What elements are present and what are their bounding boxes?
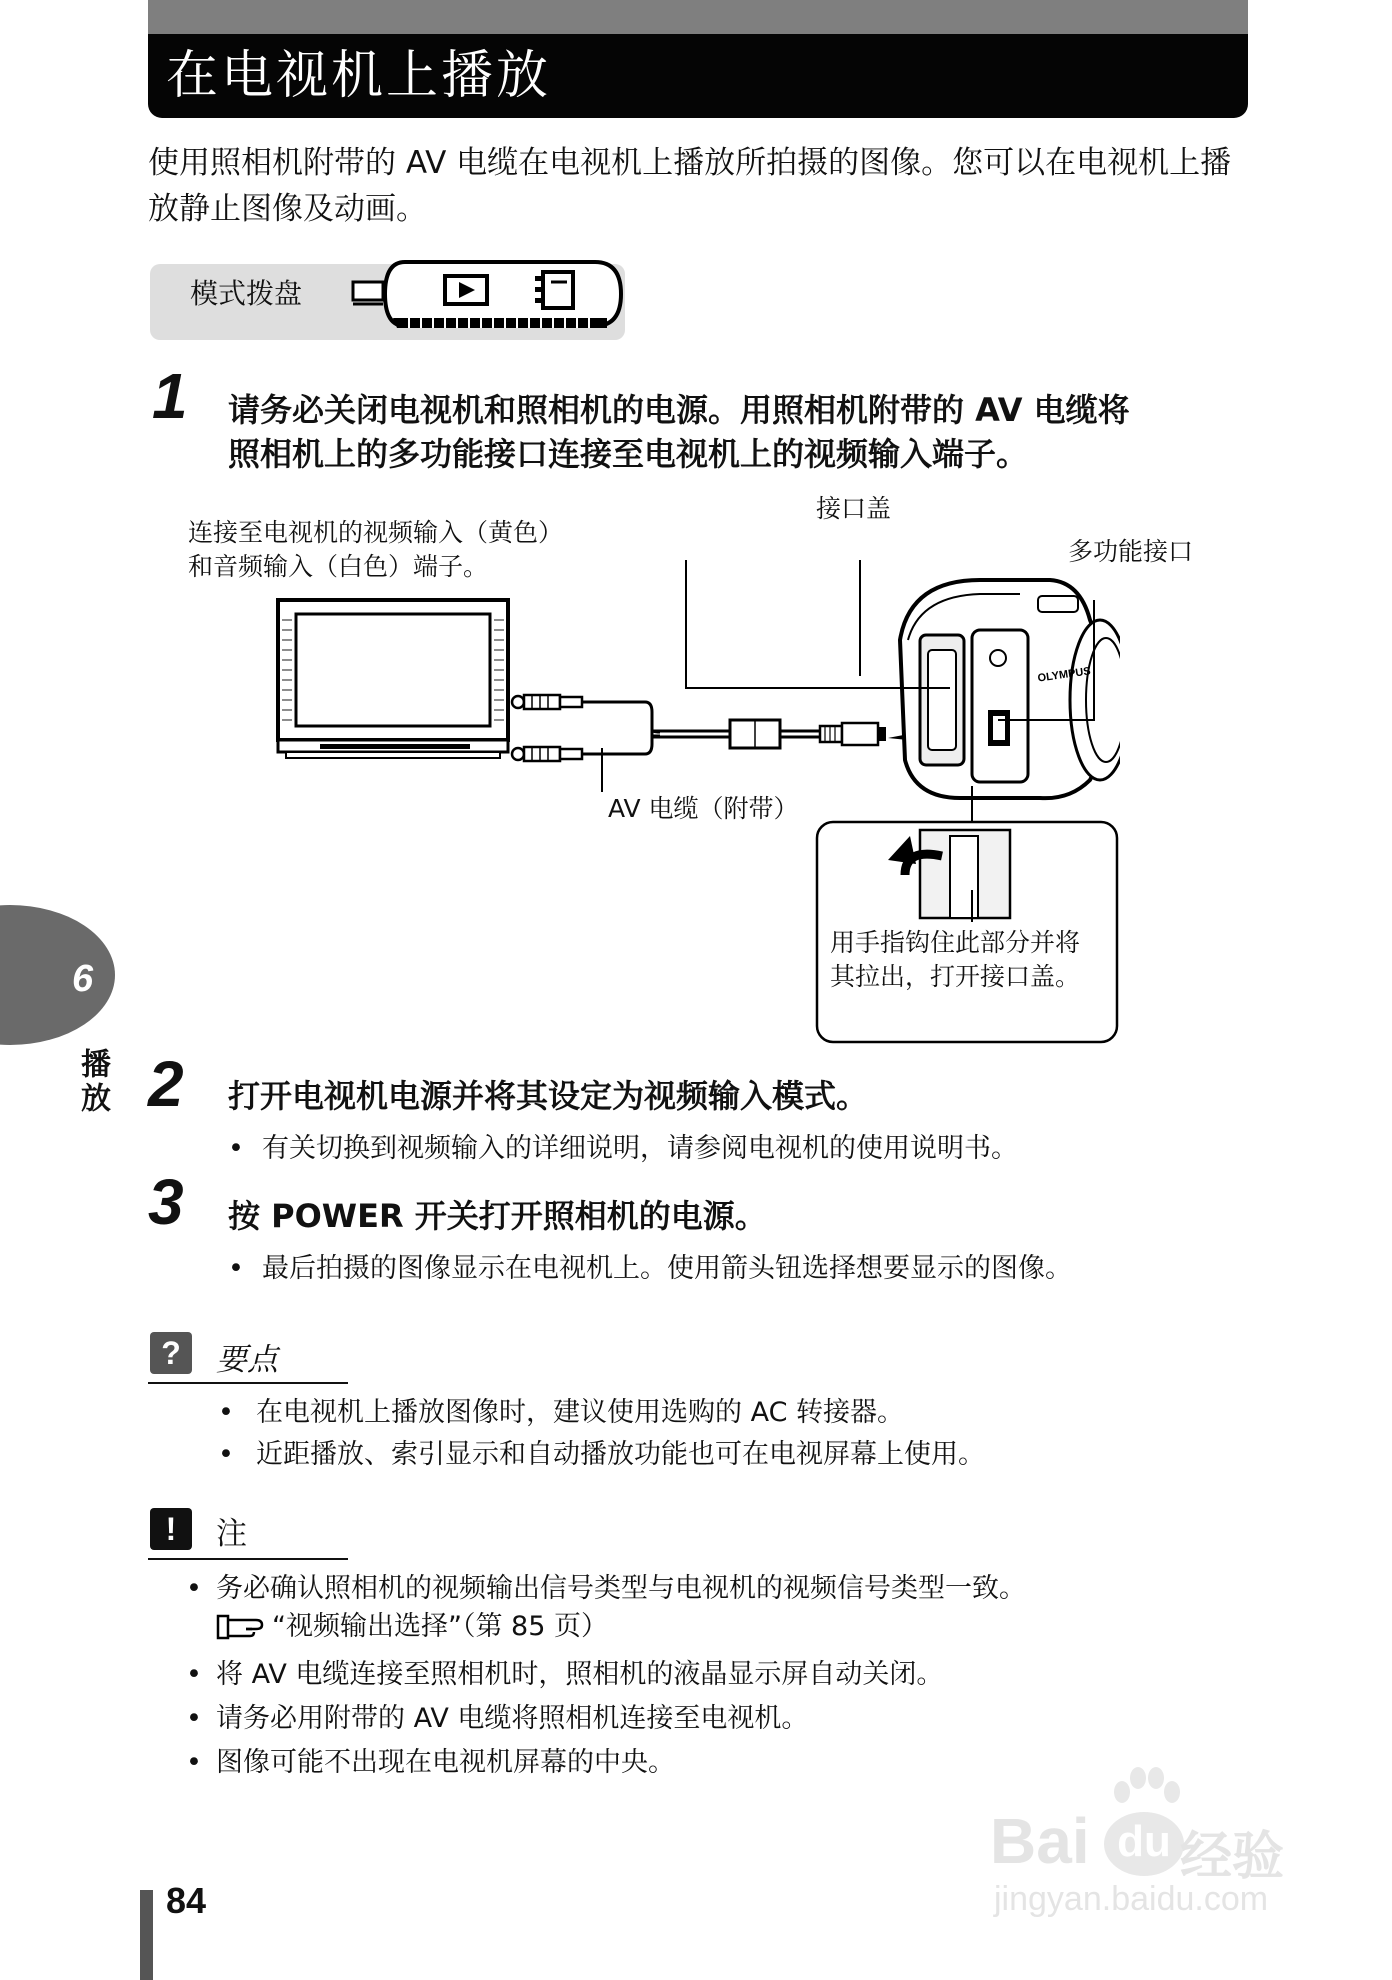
- watermark-url: jingyan.baidu.com: [994, 1880, 1269, 1918]
- header-top-bar: [148, 0, 1248, 34]
- note-bullet-dot-3: •: [186, 1703, 202, 1734]
- watermark-bai: Bai: [990, 1805, 1090, 1877]
- step-3-bullet-dot: •: [228, 1253, 244, 1284]
- step-2-text: 打开电视机电源并将其设定为视频输入模式。: [228, 1077, 869, 1115]
- rca-plugs: [512, 695, 582, 761]
- mode-dial-label: 模式拨盘: [190, 277, 303, 310]
- av-cable-label: AV 电缆（附带）: [608, 794, 799, 823]
- note-bullet-dot-4: •: [186, 1747, 202, 1778]
- page-title: 在电视机上播放: [166, 46, 552, 106]
- step-1-line-2: 照相机上的多功能接口连接至电视机上的视频输入端子。: [228, 435, 1029, 473]
- reference-hand-icon: [216, 1612, 268, 1642]
- step-3-text: 按 POWER 开关打开照相机的电源。: [228, 1197, 767, 1235]
- paw-icon: [1106, 1766, 1186, 1822]
- step-3-number: 3: [148, 1166, 184, 1238]
- note-item-1: 务必确认照相机的视频输出信号类型与电视机的视频信号类型一致。: [216, 1573, 1026, 1604]
- tips-title: 要点: [216, 1342, 278, 1378]
- note-bullet-dot-1: •: [186, 1573, 202, 1604]
- page-number-bar: [140, 1890, 153, 1980]
- camera-brand: OLYMPUS: [1036, 665, 1092, 685]
- camera-illustration: [900, 580, 1120, 798]
- multi-connector-label: 多功能接口: [1068, 537, 1194, 566]
- tv-terminal-label-2: 和音频输入（白色）端子。: [188, 552, 489, 581]
- note-item-4: 图像可能不出现在电视机屏幕的中央。: [216, 1747, 675, 1778]
- camera-plug: [820, 723, 886, 745]
- chapter-tab: [0, 905, 115, 1045]
- av-cable: [582, 702, 820, 754]
- mode-dial-icon: [345, 254, 630, 340]
- callout-text-1: 用手指钩住此部分并将: [830, 928, 1081, 957]
- callout-text-2: 其拉出，打开接口盖。: [830, 962, 1081, 991]
- tips-item-1: 在电视机上播放图像时，建议使用选购的 AC 转接器。: [256, 1397, 905, 1428]
- step-2-number: 2: [148, 1048, 184, 1120]
- step-3-bullet: 最后拍摄的图像显示在电视机上。使用箭头钮选择想要显示的图像。: [262, 1253, 1072, 1284]
- watermark-jingyan: 经验: [1180, 1827, 1285, 1887]
- note-item-2: 将 AV 电缆连接至照相机时，照相机的液晶显示屏自动关闭。: [216, 1659, 944, 1690]
- question-icon: ?: [150, 1332, 192, 1374]
- tips-bullet-dot-1: •: [218, 1397, 234, 1428]
- tips-bullet-dot-2: •: [218, 1439, 234, 1470]
- intro-paragraph: 使用照相机附带的 AV 电缆在电视机上播放所拍摄的图像。您可以在电视机上播放静止图像及动画。: [148, 145, 1232, 227]
- step-1-line-1: 请务必关闭电视机和照相机的电源。用照相机附带的 AV 电缆将: [228, 391, 1130, 429]
- step-2-bullet-dot: •: [228, 1133, 244, 1164]
- tv-terminal-label-1: 连接至电视机的视频输入（黄色）: [188, 518, 564, 547]
- connector-cover-label: 接口盖: [816, 494, 892, 523]
- step-2-bullet: 有关切换到视频输入的详细说明，请参阅电视机的使用说明书。: [262, 1133, 1018, 1164]
- tv-illustration: [278, 600, 508, 758]
- tips-item-2: 近距播放、索引显示和自动播放功能也可在电视屏幕上使用。: [256, 1439, 985, 1470]
- page-number: 84: [166, 1880, 207, 1921]
- note-reference[interactable]: “视频输出选择”（第 85 页）: [272, 1611, 608, 1642]
- note-underline: [148, 1558, 348, 1560]
- watermark-du: du: [1104, 1812, 1184, 1876]
- step-1-number: 1: [152, 360, 188, 432]
- chapter-name: 播放: [75, 1048, 110, 1116]
- note-bullet-dot-2: •: [186, 1659, 202, 1690]
- note-title: 注: [216, 1516, 247, 1552]
- warning-icon: !: [150, 1508, 192, 1550]
- tips-underline: [148, 1382, 348, 1384]
- chapter-number: 6: [72, 958, 94, 1000]
- note-item-3: 请务必用附带的 AV 电缆将照相机连接至电视机。: [216, 1703, 809, 1734]
